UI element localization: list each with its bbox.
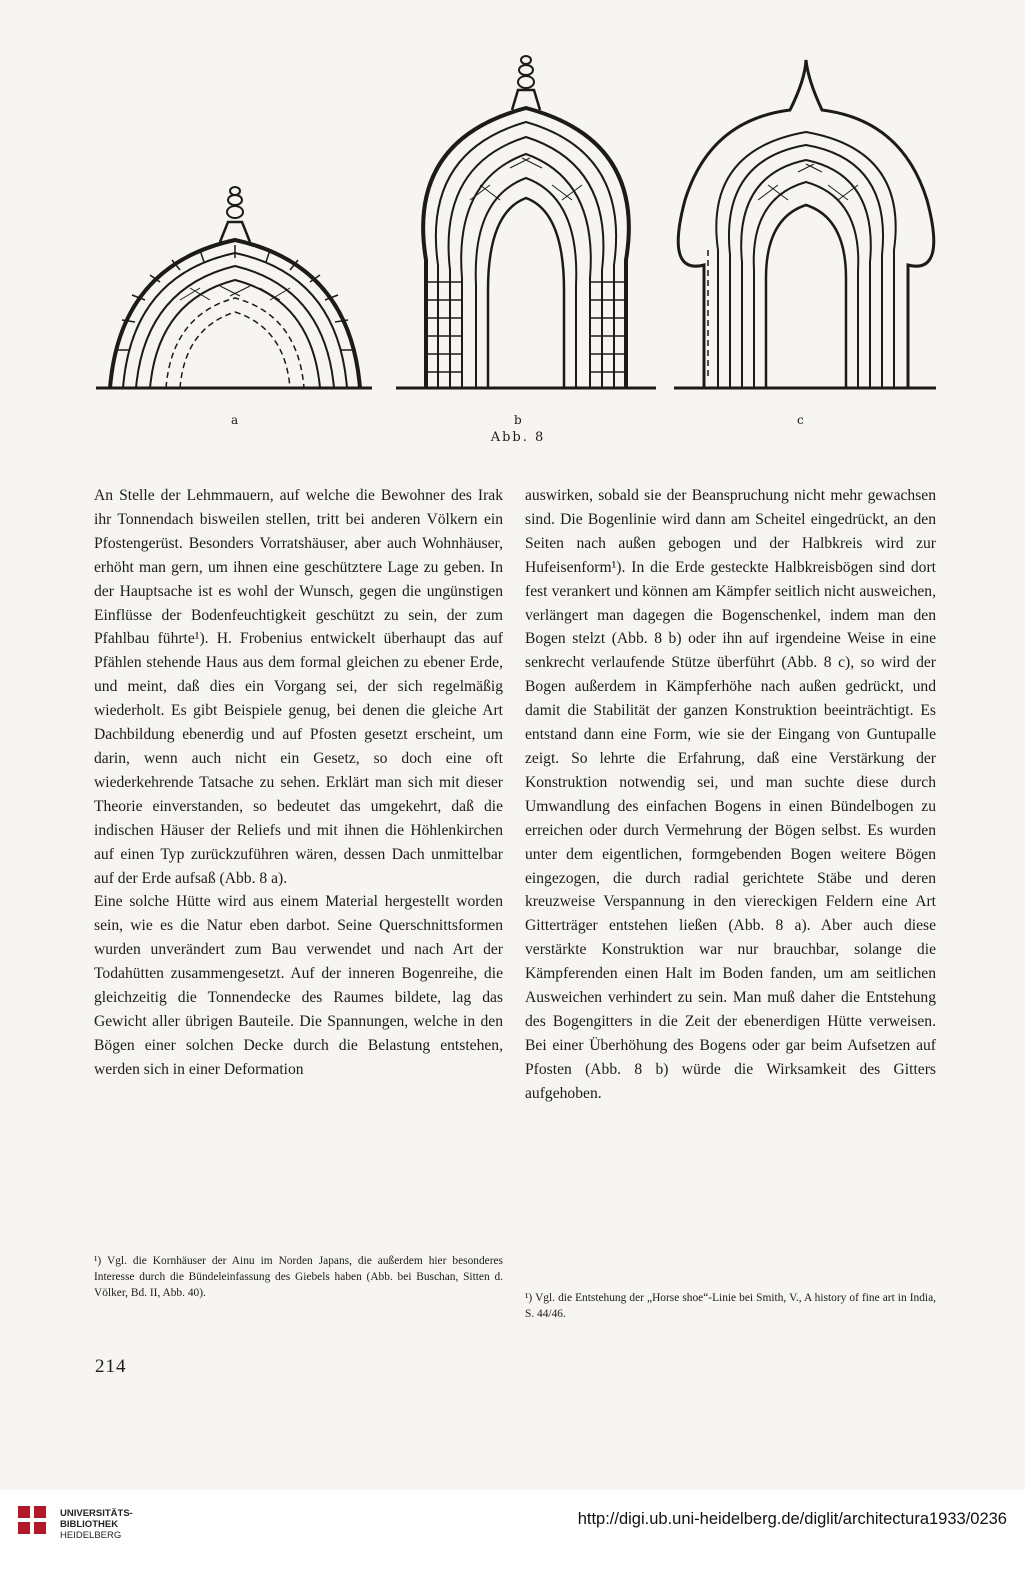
library-line-1: UNIVERSITÄTS- <box>60 1508 133 1519</box>
figure-caption: Abb. 8 <box>490 430 546 445</box>
arch-c-drawing <box>678 60 934 388</box>
library-logo-icon <box>16 1504 48 1536</box>
figure-label-b: b <box>514 413 522 427</box>
arch-a-drawing <box>110 187 360 388</box>
source-url-link[interactable]: http://digi.ub.uni-heidelberg.de/diglit/architectura1933/0236 <box>577 1510 1007 1528</box>
footnote-left: ¹) Vgl. die Kornhäuser der Ainu im Norden Japans, die außerdem hier besonderes Interesse durch die Bündeleinfassung des Giebels haben (Abb. bei Buschan, Sitten d. Völker, Bd. II, Abb. 40). <box>94 1255 503 1300</box>
right-column <box>525 484 936 1106</box>
right-paragraph-1: auswirken, sobald sie der Beanspruchung nicht mehr gewachsen sind. Die Bogenlinie wird dann am Scheitel eingedrückt, an den Seiten nach außen gebogen und der Halbkreis wird zur Hufeisenform¹). In die Erde gesteckte Halbkreisbögen sind dort fest verankert und können am Kämpfer seitlich nicht ausweichen, verlängert man dagegen die Bogenschenkel, indem man den Bogen stelzt (Abb. 8 b) oder ihn auf irgendeine Weise in eine senkrecht verlaufende Stütze überführt (Abb. 8 c), so wird der Bogen außerdem in Kämpferhöhe nach außen gedrückt, und damit die Stabilität der ganzen Konstruktion beeinträchtigt. Es entstand dann eine Form, wie sie der Eingang von Guntupalle zeigt. So lehrte die Erfahrung, daß eine Verstärkung der Konstruktion notwendig sei, und man suchte diese durch Umwandlung des einfachen Bogens in einen Bündelbogen zu erreichen oder durch Vermehrung der Bögen selbst. Es wurden unter dem eigentlichen, formgebenden Bogen weitere Bögen eingezogen, die durch radial gerichtete Stäbe und deren kreuzweise Verspannung in den viereckigen Feldern eine Art Gitterträger entstehen ließen (Abb. 8 a). Aber auch diese verstärkte Konstruktion war nur brauchbar, solange die Kämpferenden einen Halt im Boden fanden, um am seitlichen Ausweichen verhindert zu sein. Man muß daher die Entstehung des Bogengitters in die Zeit der ebenerdigen Hütte verweisen. Bei einer Überhöhung des Bogens oder gar beim Aufsetzen auf Pfosten (Abb. 8 b) würde die Wirksamkeit des Gitters aufgehoben. <box>525 487 936 1102</box>
figure-label-c: c <box>797 413 804 427</box>
footer-bar <box>0 1490 1025 1577</box>
library-line-3: HEIDELBERG <box>60 1530 122 1541</box>
left-paragraph-1: An Stelle der Lehmmauern, auf welche die Bewohner des Irak ihr Tonnendach bisweilen stellen, tritt bei anderen Völkern ein Pfostengerüst. Besonders Vorratshäuser, aber auch Wohnhäuser, erhöht man gern, um ihnen eine geschütztere Lage zu geben. In der Hauptsache ist es wohl der Wunsch, gegen die ungünstigen Einflüsse der Bodenfeuchtigkeit geschützt zu sein, der zum Pfahlbau führte¹). H. Frobenius entwickelt überhaupt das auf Pfählen stehende Haus aus dem formal gleichen zu ebener Erde, und meint, daß dies ein Vorgang sei, der sich regelmäßig wiederholt. Es gibt Beispiele genug, bei denen die gleiche Art Dachbildung ebenerdig und auf Pfosten gesetzt erscheint, um darin, wenn auch nicht ein Gesetz, so doch eine oft wiederkehrende Tatsache zu sehen. Erklärt man sich mit dieser Theorie einverstanden, so bedeutet das umgekehrt, daß die indischen Häuser der Reliefs und mit ihnen die Höhlenkirchen auf einen Typ zurückzuführen wären, dessen Dach unmittelbar auf der Erde aufsaß (Abb. 8 a). <box>94 487 503 887</box>
arch-b-drawing <box>423 56 629 388</box>
page-number: 214 <box>95 1356 127 1377</box>
library-name <box>60 1508 133 1541</box>
library-line-2: BIBLIOTHEK <box>60 1519 119 1530</box>
left-paragraph-2: Eine solche Hütte wird aus einem Material hergestellt worden sein, wie es die Natur eben darbot. Seine Querschnittsformen wurden unverändert zum Bau verwendet und nach Art der Todahütten zusammengesetzt. Auf der inneren Bogenreihe, die gleichzeitig die Tonnendecke des Raumes bildete, lag das Gewicht aller übrigen Bauteile. Die Spannungen, welche in den Bögen einer solchen Decke durch die Belastung entstehen, werden sich in einer Deformation <box>94 893 503 1078</box>
figure-arches <box>90 50 950 410</box>
left-column <box>94 484 503 1082</box>
arch-drawings <box>90 50 950 410</box>
footnote-right: ¹) Vgl. die Entstehung der „Horse shoe“-Linie bei Smith, V., A history of fine art in India, S. 44/46. <box>525 1292 936 1321</box>
figure-label-a: a <box>231 413 239 427</box>
